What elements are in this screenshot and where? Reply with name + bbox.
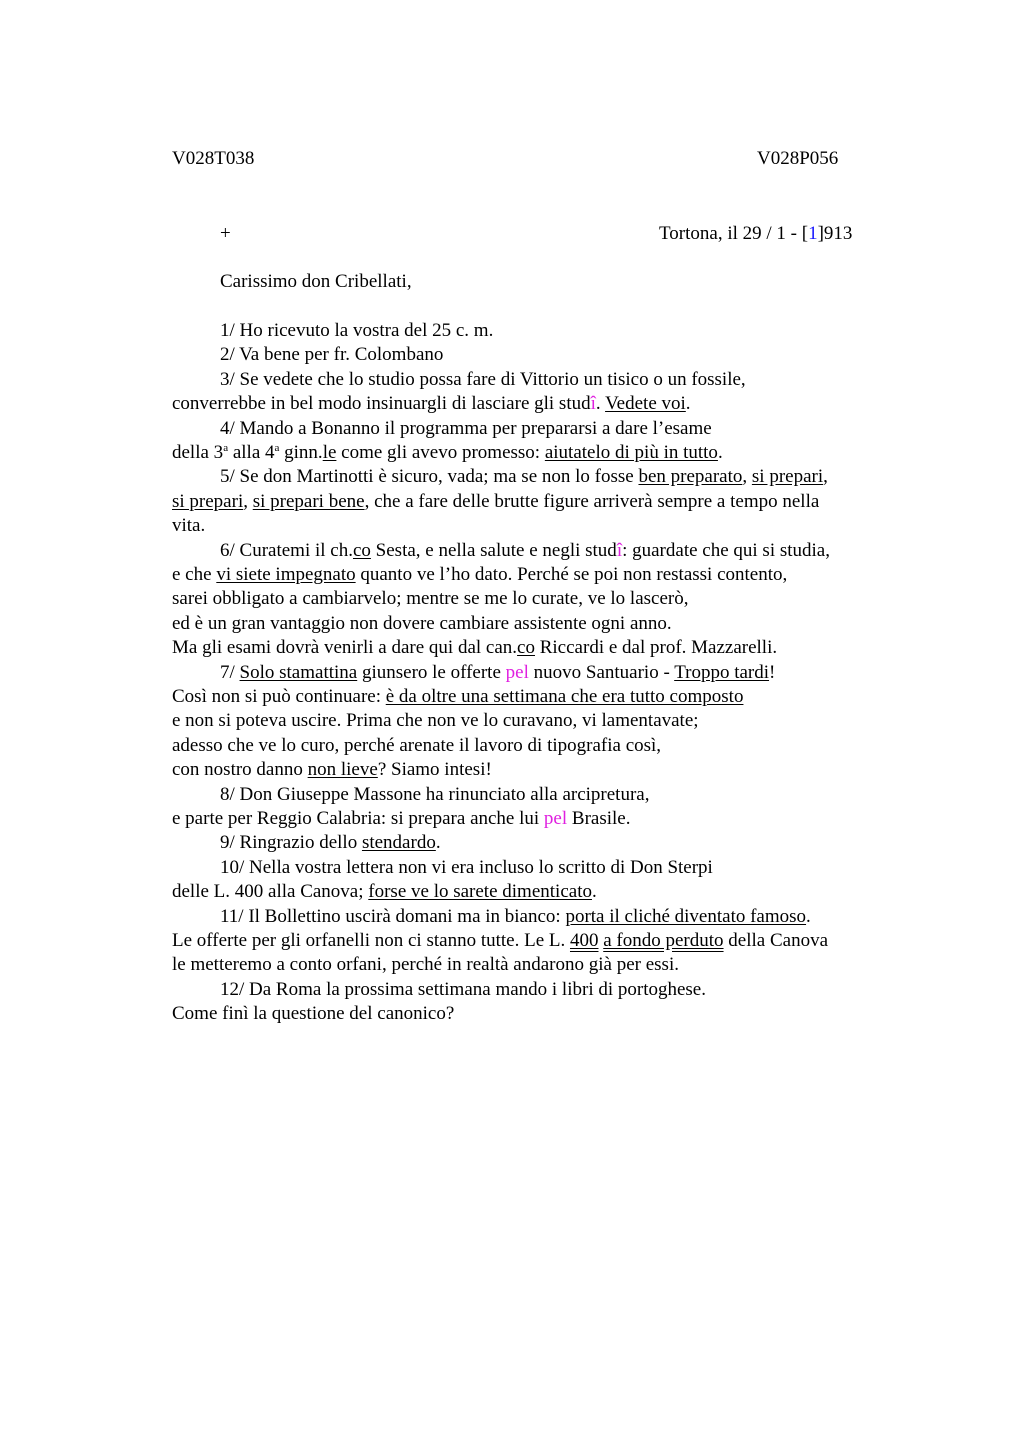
- letter-line: [220, 466, 828, 488]
- line-text: 12/ Da Roma la prossima settimana mando i libri di portoghese.: [220, 978, 706, 1000]
- line-text: , che a fare delle brutte figure arriverà sempre a tempo nella: [364, 490, 820, 512]
- letter-line: [172, 954, 679, 976]
- underlined-text: a fondo perduto: [603, 930, 724, 951]
- line-text: 10/ Nella vostra lettera non vi era incluso lo scritto di Don Sterpi: [220, 856, 713, 878]
- line-text: Le offerte per gli orfanelli non ci stanno tutte. Le L.: [172, 930, 570, 951]
- underlined-text: co: [352, 539, 371, 561]
- place-date: [659, 223, 852, 245]
- superscript: a: [223, 442, 229, 454]
- letter-line: [172, 710, 699, 732]
- line-text: quanto ve l’ho dato. Perché se poi non restassi contento,: [355, 564, 788, 585]
- letter-line: [172, 1003, 454, 1025]
- line-text: Come finì la questione del canonico?: [172, 1003, 455, 1025]
- line-text: della 3: [172, 442, 224, 463]
- salutation: Carissimo don Cribellati,: [220, 271, 412, 292]
- superscript: a: [274, 442, 280, 454]
- underlined-text: stendardo: [361, 832, 436, 854]
- line-text: 3/ Se vedete che lo studio possa fare di Vittorio un tisico o un fossile,: [220, 368, 746, 390]
- line-text: .: [591, 881, 597, 903]
- line-text: giunsero le offerte: [357, 661, 506, 683]
- letter-line: [172, 442, 723, 464]
- editorial-insertion: 1: [808, 223, 818, 244]
- letter-line: [172, 564, 787, 586]
- line-text: .: [595, 393, 606, 415]
- letter-line: [172, 393, 691, 415]
- editorial-correction: î: [616, 539, 623, 561]
- line-text: 5/ Se don Martinotti è sicuro, vada; ma se non lo fosse: [220, 466, 639, 488]
- underlined-text: forse ve lo sarete dimenticato: [368, 881, 592, 903]
- line-text: .: [685, 393, 691, 415]
- line-text: 2/ Va bene per fr. Colombano: [220, 344, 444, 366]
- place-date-text: Tortona, il 29 / 1 - [: [659, 223, 809, 244]
- line-text: 1/ Ho ricevuto la vostra del 25 c. m.: [220, 320, 494, 341]
- letter-line: [172, 808, 630, 830]
- line-text: Sesta, e nella salute e negli stud: [370, 539, 617, 561]
- underlined-text: Troppo tardi: [674, 661, 770, 683]
- line-text: 4/ Mando a Bonanno il programma per prepararsi a dare l’esame: [220, 417, 712, 439]
- letter-line: [220, 344, 443, 366]
- underlined-text: non lieve: [307, 759, 378, 781]
- letter-line: [220, 540, 830, 562]
- line-text: .: [806, 905, 811, 927]
- line-text: converrebbe in bel modo insinuargli di lasciare gli stud: [172, 393, 591, 415]
- underlined-text: Vedete voi: [605, 393, 686, 415]
- letter-line: [220, 784, 649, 806]
- letter-line: [172, 735, 661, 757]
- letter-line: [172, 637, 777, 659]
- letter-line: [172, 515, 205, 537]
- letter-line: [172, 686, 743, 708]
- line-text: vita.: [172, 515, 206, 537]
- right-archive-code: V028P056: [757, 148, 839, 169]
- cross-mark: +: [220, 223, 231, 244]
- underlined-text: si prepari bene: [252, 490, 365, 512]
- line-text: Così non si può continuare:: [172, 686, 386, 707]
- letter-line: [172, 881, 597, 903]
- letter-line: [220, 418, 712, 440]
- letter-line: [220, 832, 441, 854]
- line-text: .: [435, 832, 441, 854]
- underlined-text: porta il cliché diventato famoso: [565, 905, 807, 927]
- line-text: 6/ Curatemi il ch.: [220, 539, 353, 561]
- line-text: come gli avevo promesso:: [336, 442, 545, 463]
- line-text: 9/ Ringrazio dello: [220, 832, 362, 854]
- letter-line: [220, 662, 775, 684]
- line-text: .: [717, 442, 723, 463]
- line-text: Riccardi e dal prof. Mazzarelli.: [534, 637, 778, 659]
- underlined-text: co: [517, 637, 535, 659]
- line-text: ? Siamo intesi!: [377, 759, 492, 781]
- underlined-text: vi siete impegnato: [216, 564, 356, 585]
- line-text: con nostro danno: [172, 759, 308, 781]
- letter-line: [172, 759, 492, 781]
- line-text: alla 4: [228, 442, 275, 463]
- line-text: e parte per Reggio Calabria: si prepara anche lui: [172, 808, 544, 829]
- editorial-correction: î: [590, 393, 596, 415]
- line-text: e che: [172, 564, 217, 585]
- place-date-year: ]913: [817, 223, 853, 244]
- underlined-text: ben preparato: [638, 466, 743, 488]
- line-text: Brasile.: [567, 808, 631, 829]
- line-text: ,: [823, 466, 828, 488]
- editorial-correction: pel: [543, 808, 568, 829]
- letter-line: [172, 588, 688, 610]
- line-text: adesso che ve lo curo, perché arenate il lavoro di tipografia così,: [172, 734, 662, 756]
- line-text: Ma gli esami dovrà venirli a dare qui dal can.: [172, 637, 518, 659]
- line-text: ,: [243, 490, 253, 512]
- letter-line: [172, 491, 819, 513]
- underlined-text: si prepari: [172, 490, 244, 512]
- line-text: 8/ Don Giuseppe Massone ha rinunciato alla arcipretura,: [220, 783, 650, 805]
- letter-line: [220, 369, 746, 391]
- letter-line: [220, 857, 713, 879]
- line-text: della Canova: [723, 930, 829, 951]
- line-text: e non si poteva uscire. Prima che non ve lo curavano, vi lamentavate;: [172, 710, 699, 732]
- letter-line: [220, 979, 706, 1001]
- line-text: nuovo Santuario -: [528, 661, 675, 683]
- line-text: ed è un gran vantaggio non dovere cambiare assistente ogni anno.: [172, 612, 672, 634]
- underlined-text: è da oltre una settimana che era tutto composto: [385, 686, 744, 707]
- line-text: le metteremo a conto orfani, perché in realtà andarono già per essi.: [172, 954, 679, 976]
- line-text: !: [769, 661, 776, 683]
- line-text: 11/ Il Bollettino uscirà domani ma in bianco:: [220, 905, 566, 927]
- line-text: ginn.: [279, 442, 323, 463]
- left-archive-code: V028T038: [172, 148, 255, 169]
- underlined-text: 400: [569, 930, 599, 951]
- letter-line: [172, 930, 828, 952]
- underlined-text: Solo stamattina: [239, 661, 358, 683]
- line-text: 7/: [220, 661, 240, 683]
- underlined-text: le: [322, 442, 337, 463]
- underlined-text: aiutatelo di più in tutto: [544, 442, 718, 463]
- underlined-text: si prepari: [751, 466, 824, 488]
- letter-line: [220, 320, 493, 342]
- letter-line: [220, 906, 811, 928]
- editorial-correction: pel: [505, 661, 529, 683]
- line-text: : guardate che qui si studia,: [622, 539, 830, 561]
- line-text: ,: [742, 466, 752, 488]
- line-text: delle L. 400 alla Canova;: [172, 881, 369, 903]
- line-text: sarei obbligato a cambiarvelo; mentre se me lo curate, ve lo lascerò,: [172, 588, 689, 610]
- letter-line: [172, 613, 672, 635]
